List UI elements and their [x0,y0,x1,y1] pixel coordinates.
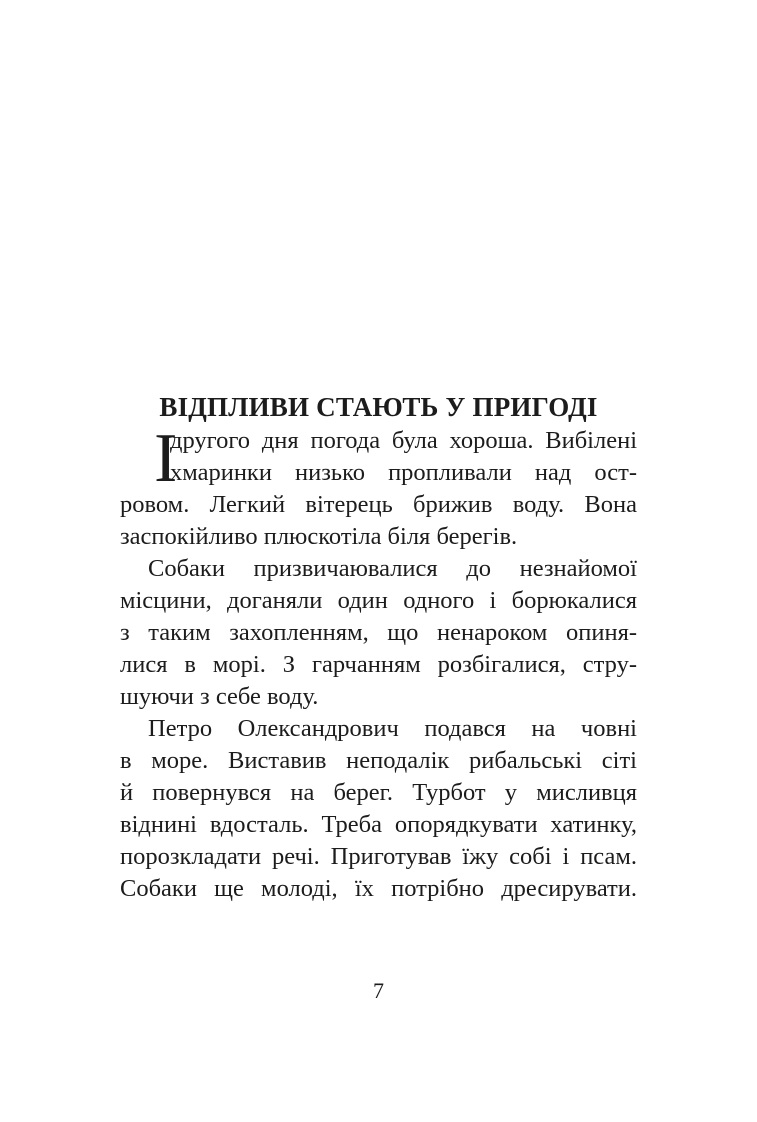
text-line: й повернувся на берег. Турбот у мисливця [120,779,637,806]
chapter-title: ВІДПЛИВИ СТАЮТЬ У ПРИГОДІ [159,392,598,422]
text-line: хмаринки низько пропливали над ост- [170,459,637,486]
text-line: Собаки ще молоді, їх потрібно дресирувати. [120,875,637,902]
text-line: місцини, доганяли один одного і борюкалися [120,587,637,614]
chapter-body [120,420,637,905]
text-line: в море. Виставив неподалік рибальські сіті [120,747,637,774]
text-line: Собаки призвичаювалися до незнайомої [148,555,637,582]
text-line: шуючи з себе воду. [120,683,319,710]
paragraph-3 [120,713,637,905]
text-line: другого дня погода була хороша. Вибілені [170,427,637,454]
text-line: лися в морі. З гарчанням розбігалися, стру- [120,651,637,678]
page-number: 7 [373,978,384,1003]
paragraph-1 [120,420,637,553]
text-line: віднині вдосталь. Треба опорядкувати хатинку, [120,811,637,838]
text-line: порозкладати речі. Приготував їжу собі і псам. [120,843,637,870]
text-line: ровом. Легкий вітерець брижив воду. Вона [120,491,637,518]
drop-cap: І [154,420,178,497]
text-line: заспокійливо плюскотіла біля берегів. [120,523,518,550]
paragraph-2 [120,553,637,713]
text-line: Петро Олександрович подався на човні [148,715,637,742]
text-line: з таким захопленням, що ненароком опиня- [120,619,637,646]
